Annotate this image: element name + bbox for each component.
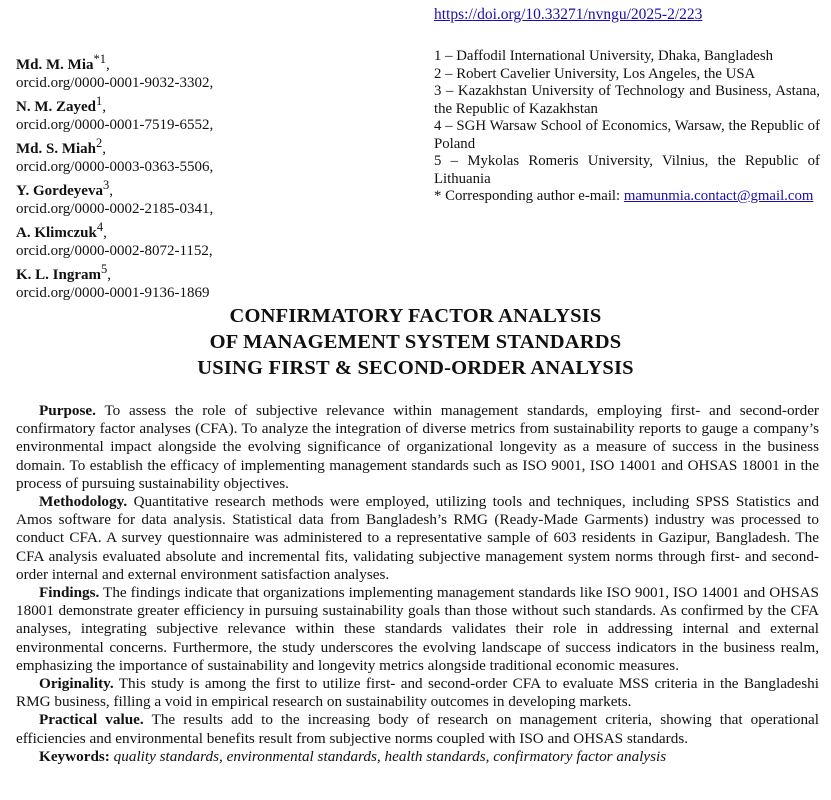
author-entry: A. Klimczuk$^4$, <box>16 220 107 241</box>
section-label: Keywords: <box>39 747 110 765</box>
author-orcid: orcid.org/0000-0001-7519-6552, <box>16 117 214 133</box>
abstract-keywords <box>16 748 819 766</box>
author-name: A. Klimczuk <box>16 225 97 241</box>
section-text: The findings indicate that organizations implementing management standards like ISO 9001, ISO 14001 and OHSAS 18001 demonstrate greater efficiency in pursuing sustainability goals than those without such standards. As confirmed by the CFA analyses, integrating subjective relevance within these standards validates their role in addressing internal and external environmental concerns. Furthermore, the study underscores the evolving landscape of success indicators in the business realm, emphasizing the importance of sustainability and longevity metrics alongside traditional economic measures. <box>16 584 819 674</box>
abstract-originality <box>16 675 819 711</box>
affiliation-item: 2 – Robert Cavelier University, Los Angeles, the USA <box>434 65 756 82</box>
author-entry: Y. Gordeyeva$^3$, <box>16 178 113 199</box>
section-label: Originality. <box>39 675 114 693</box>
section-text: This study is among the first to utilize first- and second-order CFA to evaluate MSS criteria in the Bangladeshi RMG business, filling a void in empirical research on sustainability outcomes in developing markets. <box>16 675 819 711</box>
section-text: To assess the role of subjective relevance within management standards, employing first- and second-order confirmatory factor analyses (CFA). To analyze the integration of diverse metrics from sustainability reports to gauge a company’s environmental impact alongside the evolving significance of organizational longevity as a measure of success in the business domain. To establish the efficacy of implementing management standards such as ISO 9001, ISO 14001 and OHSAS 18001 in the process of pursuing sustainability objectives. <box>16 402 819 492</box>
author-sup: 5 <box>101 262 108 276</box>
author-orcid: orcid.org/0000-0003-0363-5506, <box>16 159 214 175</box>
corresponding-email-link[interactable]: mamunmia.contact@gmail.com <box>623 188 814 204</box>
author-orcid: orcid.org/0000-0001-9136-1869 <box>16 285 210 301</box>
abstract-purpose <box>16 402 819 493</box>
author-sup: 2 <box>96 136 103 150</box>
title-line: CONFIRMATORY FACTOR ANALYSIS <box>229 305 602 327</box>
doi-link[interactable]: https://doi.org/10.33271/nvngu/2025-2/223 <box>434 6 703 23</box>
author-entry: K. L. Ingram$^5$, <box>16 262 112 283</box>
abstract-practical-value <box>16 711 819 747</box>
author-list <box>16 50 316 302</box>
author-orcid: orcid.org/0000-0002-8072-1152, <box>16 243 213 259</box>
affiliation-item: 5 – Mykolas Romeris University, Vilnius, the Republic of Lithuania <box>434 153 820 187</box>
paper-title <box>0 303 831 381</box>
author-sup: 4 <box>96 220 104 234</box>
keywords-text: quality standards, environmental standards, health standards, confirmatory factor analysis <box>113 747 667 765</box>
abstract <box>16 402 819 766</box>
affiliation-list <box>434 48 820 206</box>
corresponding-label: * Corresponding author e-mail: <box>434 188 621 204</box>
abstract-methodology <box>16 493 819 584</box>
author-entry: Md. M. Mia$^{*1}$, <box>16 52 110 73</box>
author-sup: *1 <box>93 52 106 66</box>
author-name: Md. S. Miah <box>16 141 97 157</box>
section-label: Purpose. <box>39 402 96 419</box>
author-entry: Md. S. Miah$^2$, <box>16 136 107 157</box>
title-line: USING FIRST & SECOND-ORDER ANALYSIS <box>197 357 634 379</box>
title-line: OF MANAGEMENT SYSTEM STANDARDS <box>209 331 622 353</box>
section-text: The results add to the increasing body of research on management criteria, showing that operational efficiencies and environmental benefits result from subjective norms coupled with ISO and OHSAS standards. <box>16 711 819 747</box>
author-name: K. L. Ingram <box>16 267 102 283</box>
author-name: Md. M. Mia <box>16 57 94 73</box>
affiliation-item: 3 – Kazakhstan University of Technology and Business, Astana, the Republic of Kazakhstan <box>434 83 820 117</box>
affiliation-item: 1 – Daffodil International University, Dhaka, Bangladesh <box>434 48 774 64</box>
author-entry: N. M. Zayed$^1$, <box>16 94 106 115</box>
author-sup: 3 <box>102 178 110 192</box>
section-label: Methodology. <box>39 493 128 511</box>
affiliation-item: 4 – SGH Warsaw School of Economics, Warsaw, the Republic of Poland <box>434 118 820 152</box>
author-orcid: orcid.org/0000-0002-2185-0341, <box>16 201 214 217</box>
section-text: Quantitative research methods were employed, utilizing tools and techniques, including SPSS Statistics and Amos software for data analysis. Statistical data from Bangladesh’s RMG (Ready-Made Garments) industry was processed to conduct CFA. A survey questionnaire was administered to a representative sample of 603 residents in Gazipur, Bangladesh. The CFA analysis evaluated absolute and incremental fits, validating subjective management system norms through first- and second-order internal and external environment satisfaction analyses. <box>16 493 820 583</box>
doi-link-container <box>434 6 702 24</box>
author-name: N. M. Zayed <box>16 99 96 115</box>
corresponding-author <box>434 188 820 206</box>
author-name: Y. Gordeyeva <box>16 183 103 199</box>
author-sup: 1 <box>96 94 103 108</box>
author-orcid: orcid.org/0000-0001-9032-3302, <box>16 75 214 91</box>
section-label: Practical value. <box>39 711 144 729</box>
section-label: Findings. <box>39 584 100 602</box>
abstract-findings <box>16 584 819 675</box>
